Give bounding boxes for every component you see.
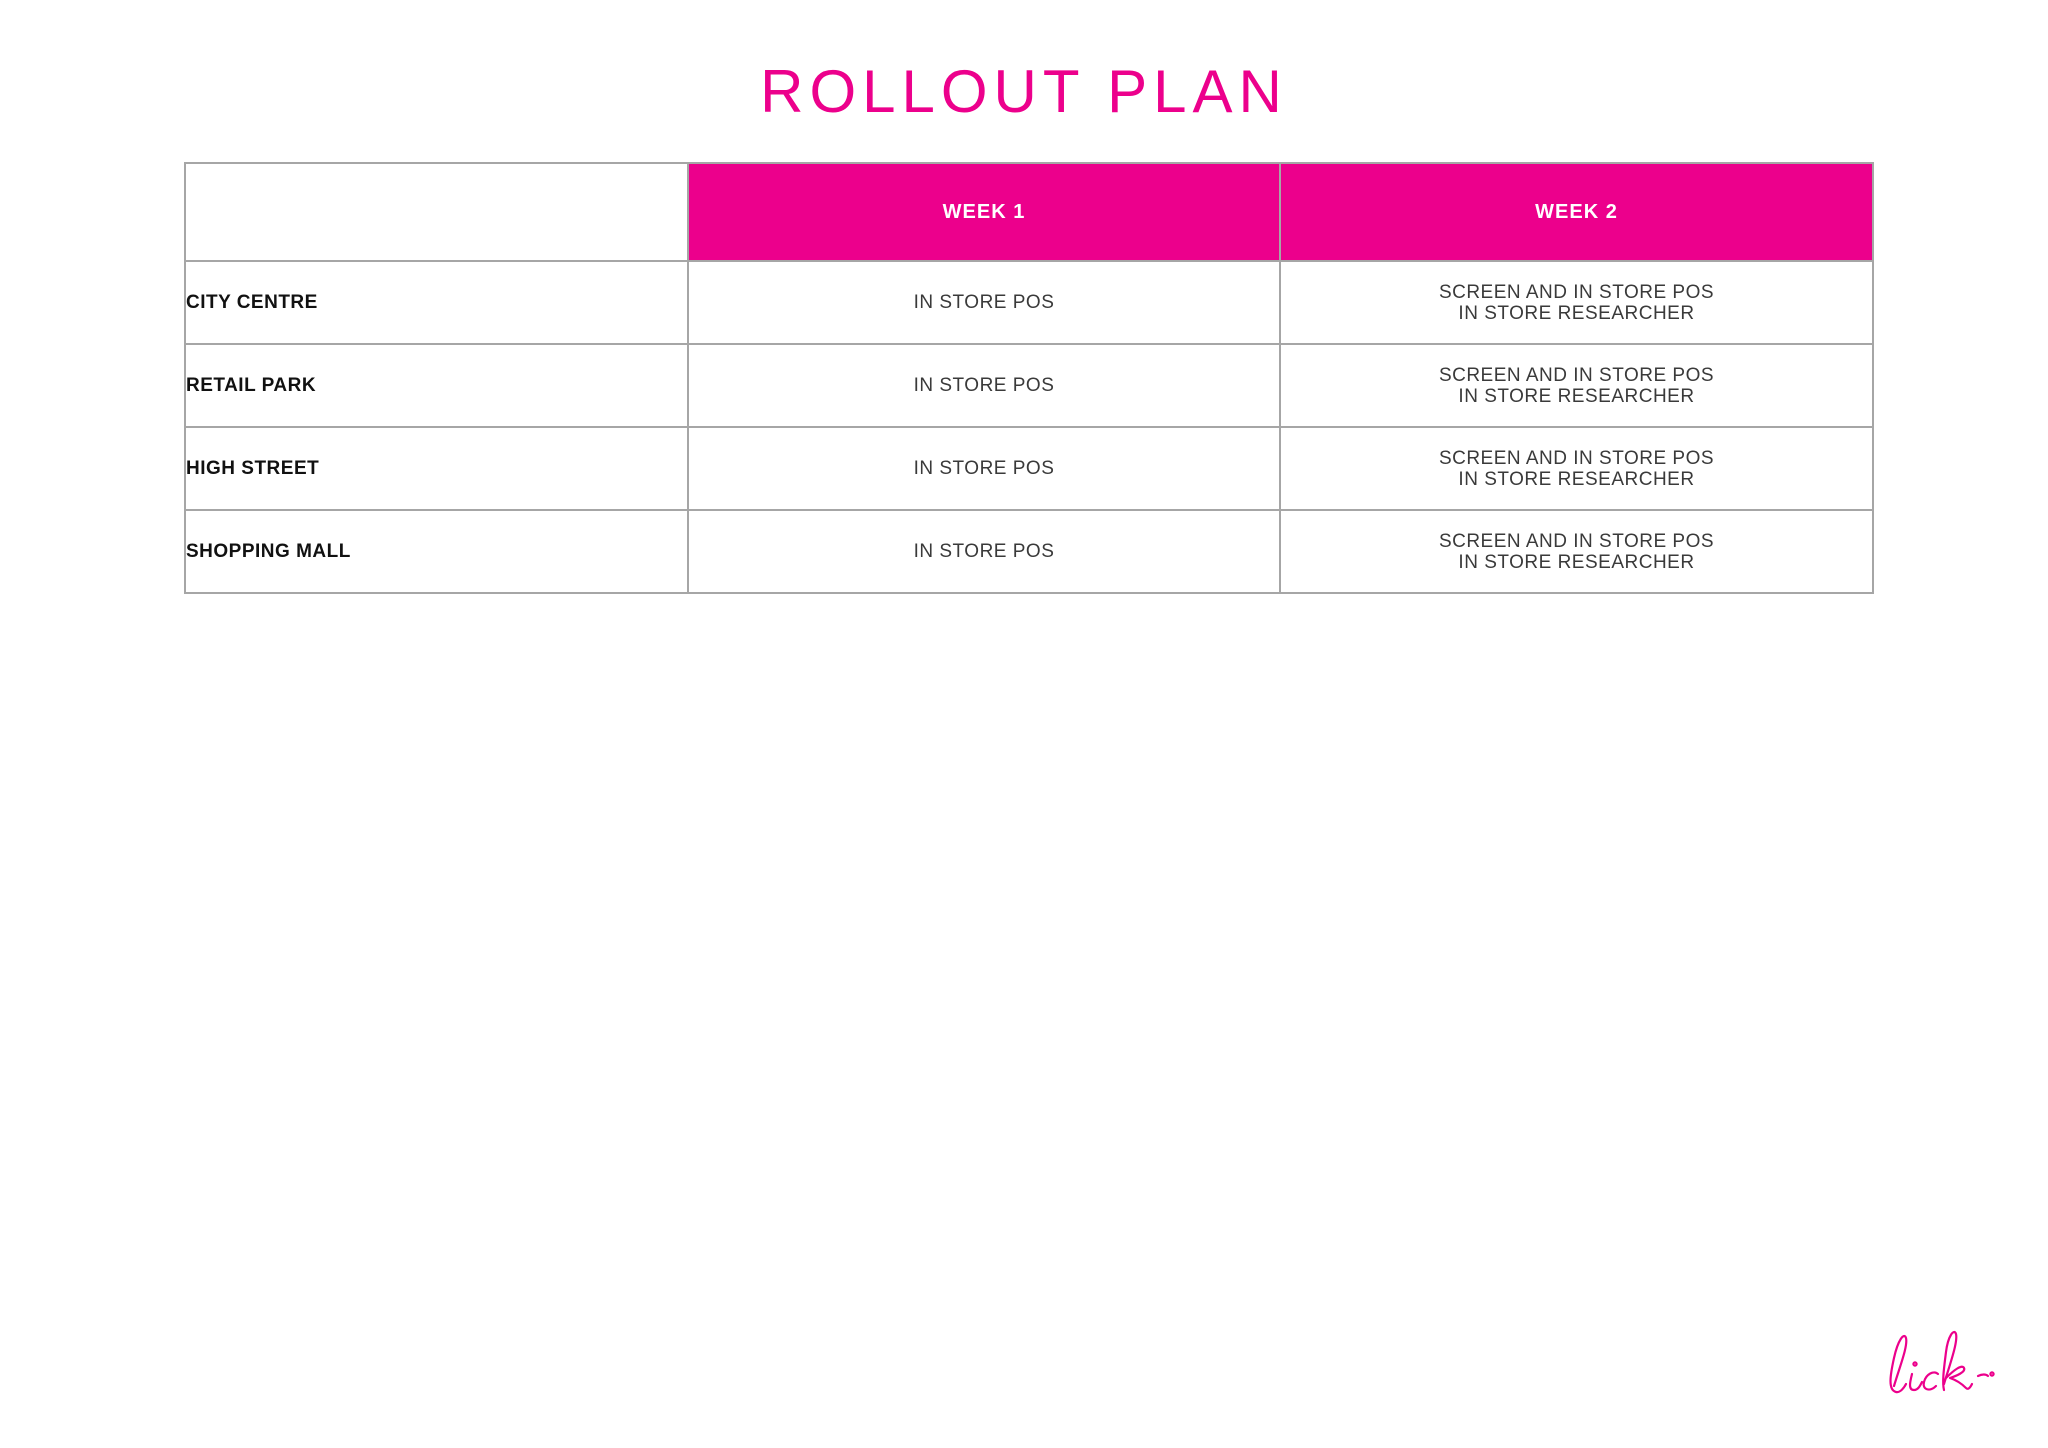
week-2-cell [1280,261,1873,344]
rollout-table [184,162,1874,594]
week-2-line: IN STORE RESEARCHER [1458,468,1695,490]
lick-logo [1878,1318,1998,1408]
table-header-row [185,163,1873,261]
week-2-cell [1280,344,1873,427]
week-1-cell: IN STORE POS [688,261,1280,344]
week-2-cell [1280,510,1873,593]
week-2-line: SCREEN AND IN STORE POS [1438,281,1715,303]
location-cell: CITY CENTRE [185,261,688,344]
table-row [185,510,1873,593]
week-2-line: SCREEN AND IN STORE POS [1438,530,1715,552]
location-cell: HIGH STREET [185,427,688,510]
week-2-line: SCREEN AND IN STORE POS [1438,447,1715,469]
week-2-line: IN STORE RESEARCHER [1458,385,1695,407]
week-2-cell [1280,427,1873,510]
page-title: ROLLOUT PLAN [760,58,1288,125]
table-row [185,261,1873,344]
week-2-line: IN STORE RESEARCHER [1458,302,1695,324]
week-1-cell: IN STORE POS [688,427,1280,510]
week-1-cell: IN STORE POS [688,344,1280,427]
location-cell: SHOPPING MALL [185,510,688,593]
table-row [185,427,1873,510]
week-1-cell: IN STORE POS [688,510,1280,593]
location-cell: RETAIL PARK [185,344,688,427]
table-row [185,344,1873,427]
header-week-2: WEEK 2 [1280,163,1873,261]
header-week-1: WEEK 1 [688,163,1280,261]
header-corner-cell [185,163,688,261]
week-2-line: IN STORE RESEARCHER [1458,551,1695,573]
week-2-line: SCREEN AND IN STORE POS [1438,364,1715,386]
